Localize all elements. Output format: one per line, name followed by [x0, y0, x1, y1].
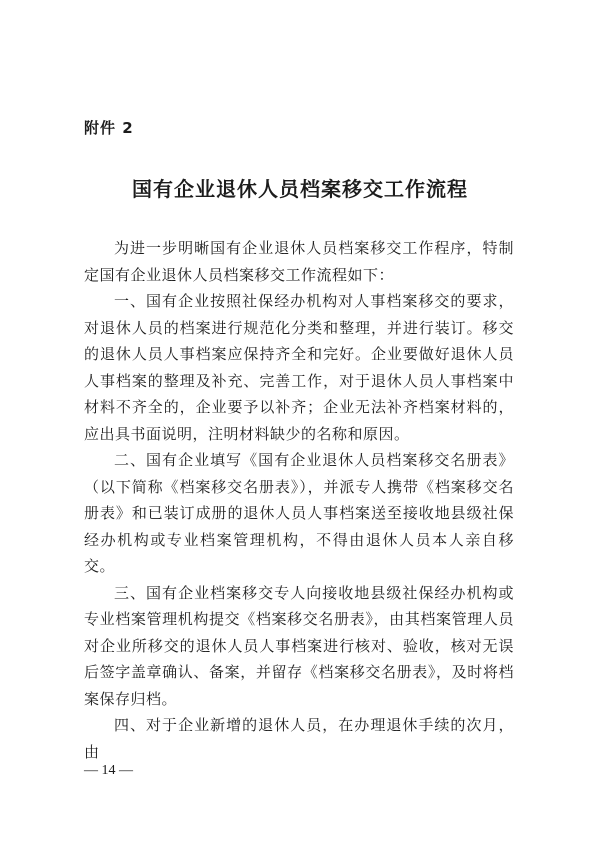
- paragraph-3: 三、国有企业档案移交专人向接收地县级社保经办机构或专业档案管理机构提交《档案移交名册表》，由其档案管理人员对企业所移交的退休人员人事档案进行核对、验收，核对无误后签字盖章确认、备案，并留存《档案移交名册表》，及时将档案保存归档。: [84, 583, 514, 708]
- document-title: 国有企业退休人员档案移交工作流程: [132, 177, 468, 201]
- document-body: [84, 235, 514, 765]
- paragraph-intro: 为进一步明晰国有企业退休人员档案移交工作程序，特制定国有企业退休人员档案移交工作流程如下：: [84, 239, 514, 284]
- attachment-label: 附件 2: [84, 119, 134, 137]
- paragraph-1: 一、国有企业按照社保经办机构对人事档案移交的要求，对退休人员的档案进行规范化分类和整理，并进行装订。移交的退休人员人事档案应保持齐全和完好。企业要做好退休人员人事档案的整理及补充、完善工作，对于退休人员人事档案中材料不齐全的，企业要予以补齐；企业无法补齐档案材料的，应出具书面说明，注明材料缺少的名称和原因。: [84, 292, 514, 443]
- page-number: — 14 —: [84, 763, 133, 778]
- paragraph-2: 二、国有企业填写《国有企业退休人员档案移交名册表》（以下简称《档案移交名册表》），并派专人携带《档案移交名册表》和已装订成册的退休人员人事档案送至接收地县级社保经办机构或专业档案管理机构，不得由退休人员本人亲自移交。: [84, 451, 514, 575]
- paragraph-4: 四、对于企业新增的退休人员，在办理退休手续的次月，由: [84, 716, 514, 761]
